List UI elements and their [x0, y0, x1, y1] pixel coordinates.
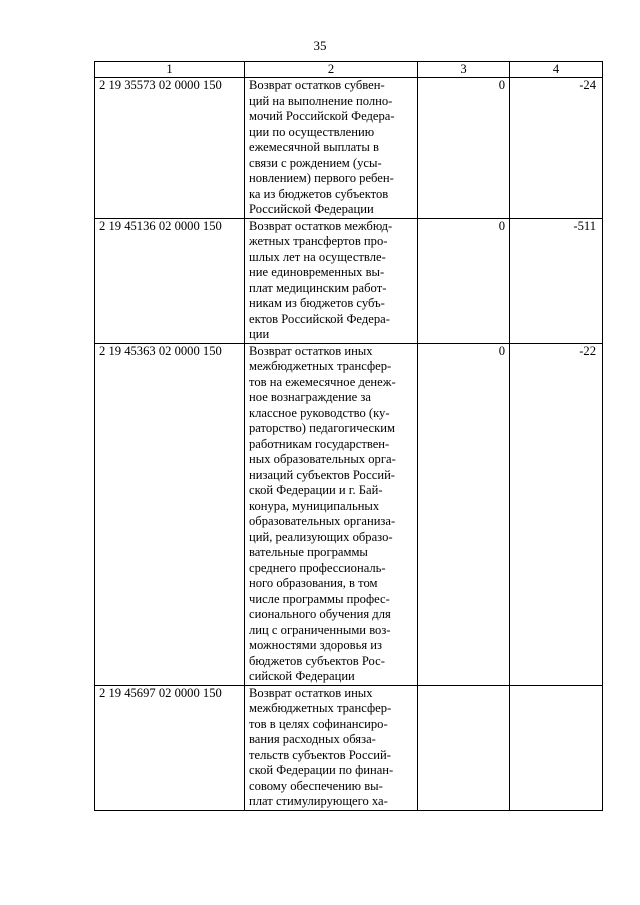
budget-code-cell: 2 19 35573 02 0000 150	[95, 78, 245, 219]
budget-table	[94, 61, 603, 811]
description-line: совому обеспечению вы-	[249, 778, 383, 793]
description-line: сионального обучения для	[249, 607, 391, 621]
table-row	[95, 78, 603, 219]
description-line: среднего профессиональ-	[249, 560, 386, 575]
description-line: мочий Российской Федера-	[249, 109, 395, 123]
description-line: вания расходных обяза-	[249, 732, 376, 746]
description-line: ного образования, в том	[249, 576, 378, 590]
column-4-value-cell	[510, 685, 603, 810]
description-line: Возврат остатков межбюд-	[249, 218, 393, 233]
description-line: низаций субъектов Россий-	[249, 467, 395, 482]
description-line: тов на ежемесячное денеж-	[249, 374, 396, 389]
column-3-value-cell: 0	[418, 218, 510, 343]
description-line: тельств субъектов Россий-	[249, 747, 391, 762]
description-line: плат стимулирующего ха-	[249, 794, 388, 808]
description-line: лиц с ограниченными воз-	[249, 622, 391, 637]
description-line: межбюджетных трансфер-	[249, 359, 392, 373]
column-4-value-cell: -511	[510, 218, 603, 343]
description-line: раторство) педагогическим	[249, 421, 395, 435]
description-line: никам из бюджетов субъ-	[249, 296, 385, 310]
table-row	[95, 218, 603, 343]
description-line: Российской Федерации	[249, 202, 374, 216]
column-4-value-cell: -22	[510, 343, 603, 685]
table-body	[95, 78, 603, 811]
description-line: ций, реализующих образо-	[249, 529, 393, 544]
table-row	[95, 343, 603, 685]
description-line: ской Федерации и г. Бай-	[249, 483, 383, 497]
description-line: ных образовательных орга-	[249, 452, 396, 466]
description-line: вательные программы	[249, 545, 368, 559]
description-line: шлых лет на осуществле-	[249, 249, 386, 264]
description-line: ка из бюджетов субъектов	[249, 186, 389, 201]
budget-code-cell: 2 19 45363 02 0000 150	[95, 343, 245, 685]
description-line: межбюджетных трансфер-	[249, 701, 392, 715]
description-line: бюджетов субъектов Рос-	[249, 653, 385, 668]
description-line: ежемесячной выплаты в	[249, 140, 379, 154]
description-line: новлением) первого ребен-	[249, 171, 394, 185]
description-line: Возврат остатков иных	[249, 343, 373, 358]
description-line: ное вознаграждение за	[249, 390, 371, 404]
budget-code-cell: 2 19 45697 02 0000 150	[95, 685, 245, 810]
description-cell	[245, 78, 418, 219]
description-line: конура, муниципальных	[249, 498, 380, 513]
description-line: ции по осуществлению	[249, 124, 375, 139]
description-line: образовательных организа-	[249, 514, 396, 528]
description-line: Возврат остатков субвен-	[249, 78, 385, 92]
description-line: плат медицинским работ-	[249, 280, 387, 295]
column-4-value-cell: -24	[510, 78, 603, 219]
page-number: 35	[313, 38, 327, 53]
description-line: числе программы профес-	[249, 591, 390, 606]
description-line: ции	[249, 327, 270, 341]
table-row	[95, 685, 603, 810]
description-line: можностями здоровья из	[249, 638, 382, 652]
description-line: работникам государствен-	[249, 436, 390, 451]
column-header-3: 3	[418, 62, 510, 78]
column-header-1: 1	[95, 62, 245, 78]
header-row	[95, 62, 603, 78]
description-line: сийской Федерации	[249, 669, 355, 683]
column-3-value-cell: 0	[418, 78, 510, 219]
description-cell	[245, 218, 418, 343]
description-line: ций на выполнение полно-	[249, 93, 393, 108]
description-line: Возврат остатков иных	[249, 685, 373, 700]
column-header-4: 4	[510, 62, 603, 78]
description-line: тов в целях софинансиро-	[249, 716, 388, 731]
description-line: классное руководство (ку-	[249, 405, 390, 420]
description-line: ской Федерации по финан-	[249, 763, 394, 777]
description-line: связи с рождением (усы-	[249, 155, 382, 170]
column-3-value-cell: 0	[418, 343, 510, 685]
description-line: ние единовременных вы-	[249, 265, 385, 279]
budget-code-cell: 2 19 45136 02 0000 150	[95, 218, 245, 343]
description-cell	[245, 685, 418, 810]
description-line: жетных трансфертов про-	[249, 234, 388, 248]
description-line: ектов Российской Федера-	[249, 311, 390, 326]
description-cell	[245, 343, 418, 685]
column-3-value-cell	[418, 685, 510, 810]
column-header-2: 2	[245, 62, 418, 78]
